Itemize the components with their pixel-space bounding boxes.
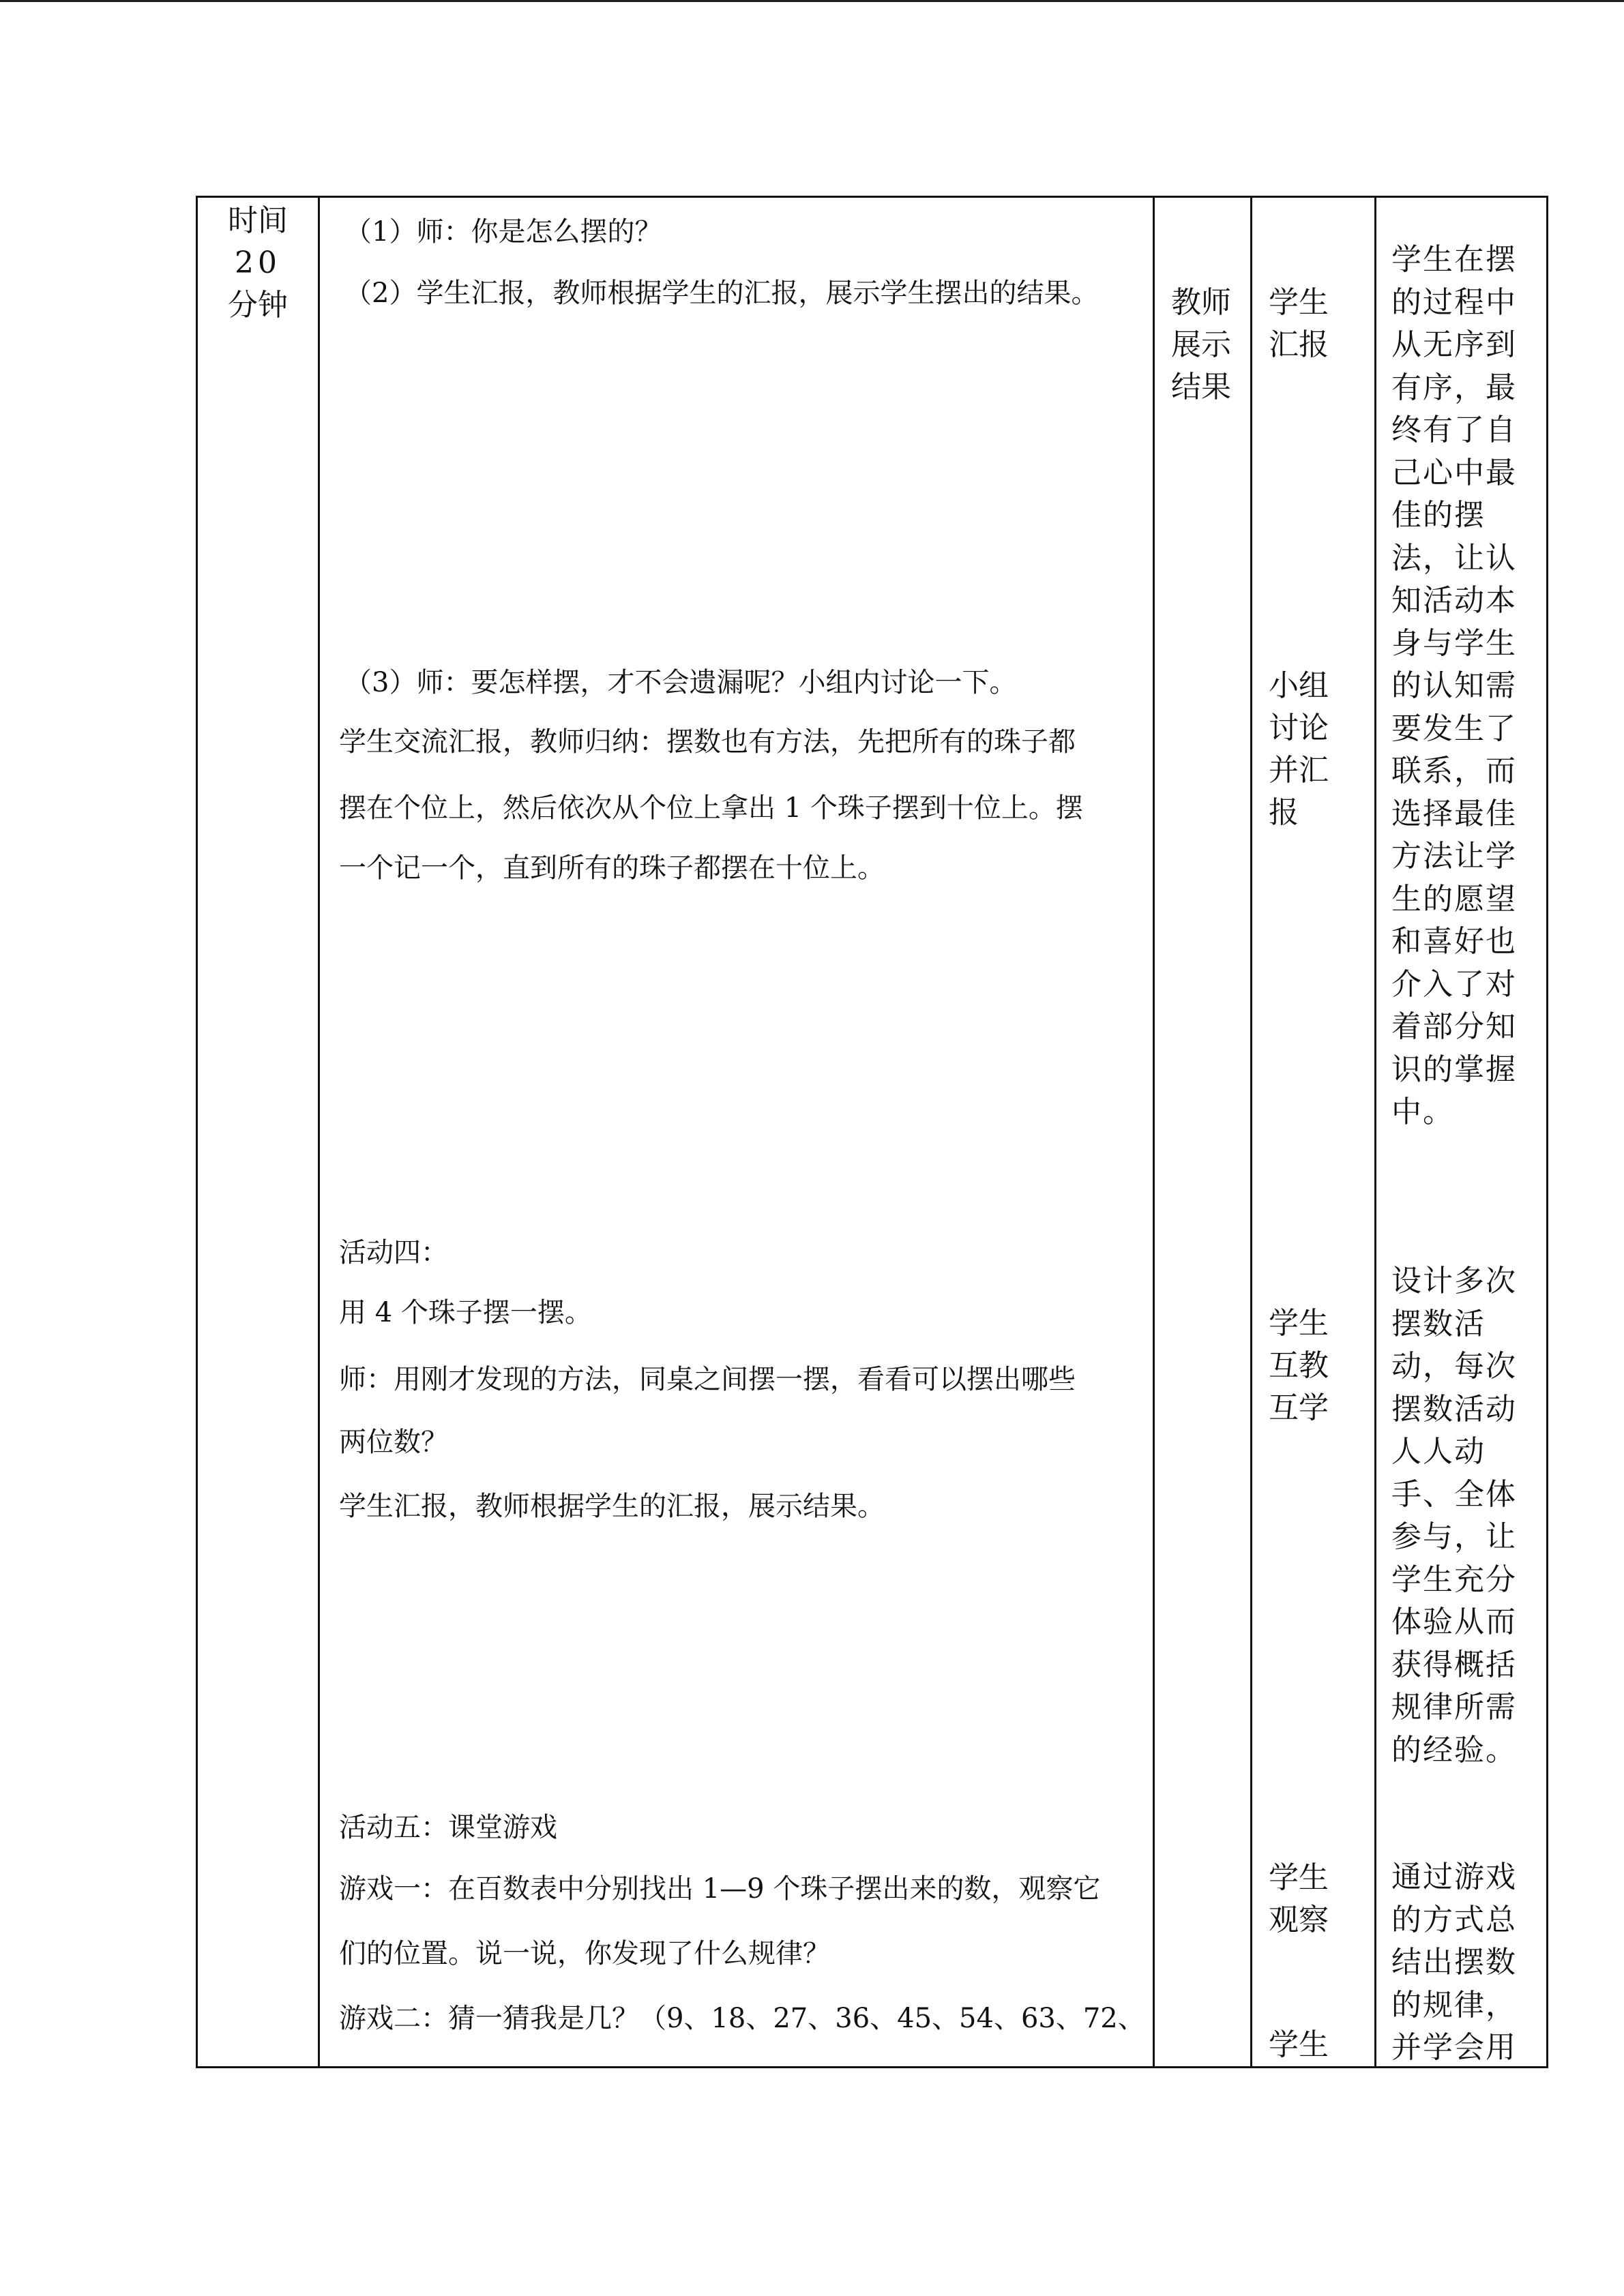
process-step-3: （3）师：要怎样摆，才不会遗漏呢？小组内讨论一下。 [344,667,1017,698]
student-activity-text: 学生 观察 [1269,1860,1329,1937]
design-intent-text: 学生在摆 的过程中 从无序到 有序，最 终有了自 己心中最 佳的摆 法，让认 知活动本 身与学生 的认知需 要发生了 联系，而 选择最佳 方法让学 生的愿望 和喜好也 介入了对 着部分知 识的掌握 中。 [1391,242,1517,1129]
activity-5-heading: 活动五：课堂游戏 [339,1812,557,1843]
column-divider-1 [318,196,320,2068]
process-text-line: 一个记一个，直到所有的珠子都摆在十位上。 [339,852,885,884]
student-activity-text: 学生 互教 互学 [1269,1306,1329,1425]
activity-4-heading: 活动四： [339,1237,448,1268]
process-text-line: 学生汇报，教师根据学生的汇报，展示结果。 [339,1491,885,1522]
process-step-2: （2）学生汇报，教师根据学生的汇报，展示学生摆出的结果。 [344,278,1099,309]
design-intent-text: 通过游戏 的方式总 结出摆数 的规律， 并学会用 [1391,1860,1517,2065]
process-text-line: 学生交流汇报，教师归纳：摆数也有方法，先把所有的珠子都 [339,726,1076,758]
time-label: 时间 [228,203,288,238]
teacher-activity-text: 教师 展示 结果 [1171,285,1231,404]
process-text-line: 两位数？ [339,1427,448,1458]
process-text-line: 摆在个位上，然后依次从个位上拿出 1 个珠子摆到十位上。摆 [339,792,1083,824]
design-intent-text: 设计多次 摆数活 动，每次 摆数活动 人人动 手、全体 参与，让 学生充分 体验从而 获得概括 规律所需 的经验。 [1391,1264,1517,1768]
student-activity-text: 小组 讨论 并汇 报 [1269,668,1329,830]
process-text-line: 师：用刚才发现的方法，同桌之间摆一摆，看看可以摆出哪些 [339,1364,1076,1395]
process-step-1: （1）师：你是怎么摆的？ [344,216,662,248]
time-value: 20 [235,245,281,280]
process-text-line: 们的位置。说一说，你发现了什么规律？ [339,1938,830,1969]
process-text-line: 游戏一：在百数表中分别找出 1—9 个珠子摆出来的数，观察它 [339,1873,1101,1905]
column-divider-4 [1374,196,1376,2068]
process-text-line: 游戏二：猜一猜我是几？（9、18、27、36、45、54、63、72、 [339,2003,1145,2034]
column-divider-3 [1250,196,1252,2068]
time-unit: 分钟 [228,288,288,323]
process-text-line: 用 4 个珠子摆一摆。 [339,1297,592,1328]
page-top-rule [0,0,1624,2]
lesson-plan-table [196,196,1548,2068]
time-column [198,196,318,2068]
student-activity-text: 学生 [1269,2027,1329,2062]
column-divider-2 [1153,196,1155,2068]
student-activity-text: 学生 汇报 [1269,285,1329,362]
